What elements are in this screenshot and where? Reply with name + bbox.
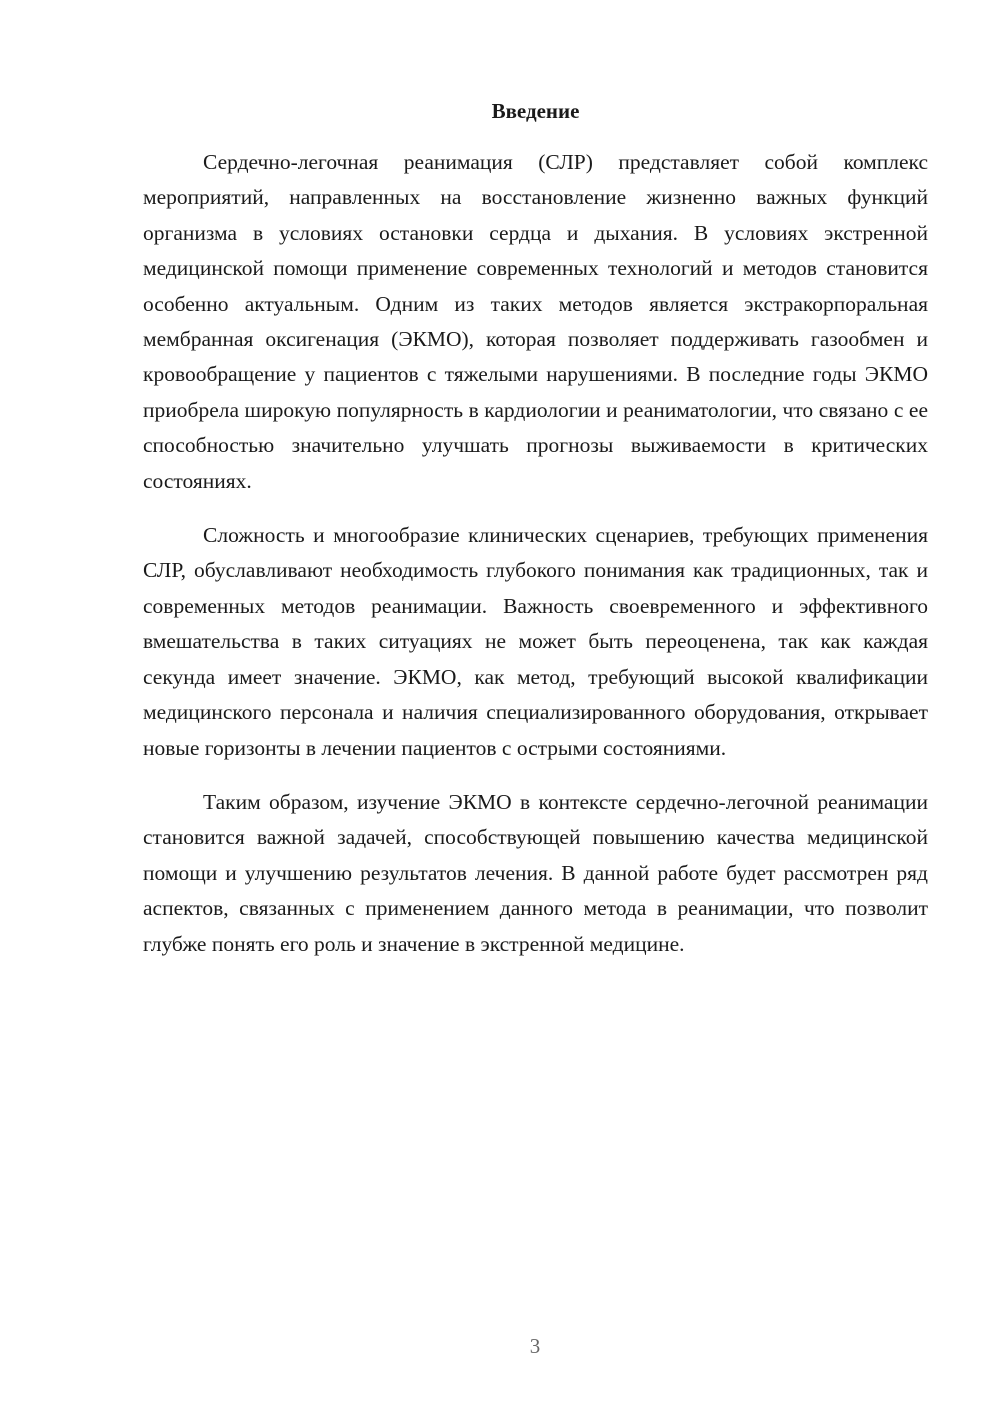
paragraph-3: Таким образом, изучение ЭКМО в контексте сердечно-легочной реанимации становится важной задачей, способствующей повышению качества медицинской помощи и улучшению результатов лечения. В данной работе будет рассмотрен ряд аспектов, связанных с применением данного метода в реанимации, что позволит глубже понять его роль и значение в экстренной медицине.: [143, 789, 928, 956]
body-text: [143, 145, 928, 981]
paragraph-2: Сложность и многообразие клинических сценариев, требующих применения СЛР, обуславливают необходимость глубокого понимания как традиционных, так и современных методов реанимации. Важность своевременного и эффективного вмешательства в таких ситуациях не может быть переоценена, так как каждая секунда имеет значение. ЭКМО, как метод, требующий высокой квалификации медицинского персонала и наличия специализированного оборудования, открывает новые горизонты в лечении пациентов с острыми состояниями.: [143, 523, 928, 760]
section-heading: Введение: [491, 99, 580, 123]
page-number: 3: [529, 1334, 541, 1358]
paragraph-1: Сердечно-легочная реанимация (СЛР) представляет собой комплекс мероприятий, направленных на восстановление жизненно важных функций организма в условиях остановки сердца и дыхания. В условиях экстренной медицинской помощи применение современных технологий и методов становится особенно актуальным. Одним из таких методов является экстракорпоральная мембранная оксигенация (ЭКМО), которая позволяет поддерживать газообмен и кровообращение у пациентов с тяжелыми нарушениями. В последние годы ЭКМО приобрела широкую популярность в кардиологии и реаниматологии, что связано с ее способностью значительно улучшать прогнозы выживаемости в критических состояниях.: [143, 150, 928, 493]
